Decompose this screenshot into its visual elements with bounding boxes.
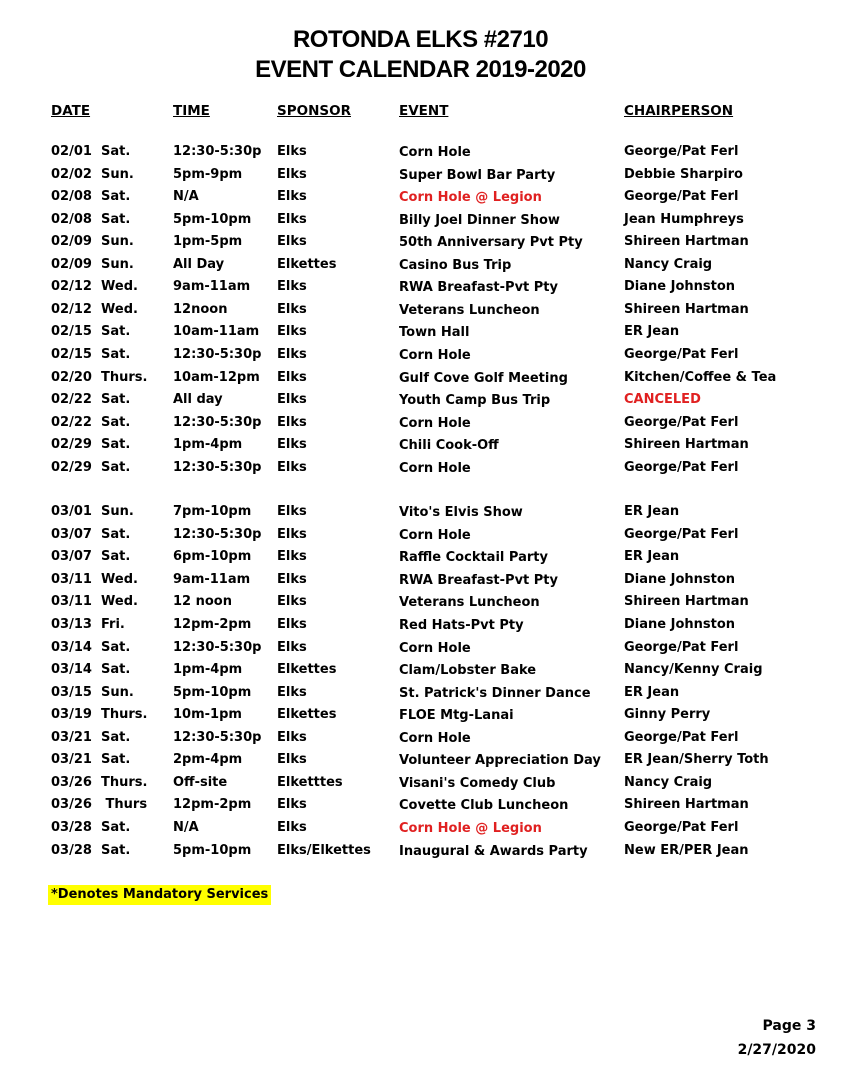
row-sponsor: Elks: [277, 571, 307, 587]
row-event: Casino Bus Trip: [399, 257, 512, 273]
row-sponsor: Elkettes: [277, 662, 337, 678]
row-chairperson: Diane Johnston: [624, 571, 736, 587]
row-chairperson: Diane Johnston: [624, 617, 736, 632]
row-sponsor: Elks: [277, 189, 307, 205]
row-date: 02/02: [51, 166, 92, 182]
row-time: N/A: [173, 189, 199, 205]
header-event: EVENT: [399, 103, 449, 119]
row-event: Corn Hole: [399, 460, 471, 476]
table-row: [0, 752, 841, 774]
row-time: All day: [173, 392, 223, 408]
row-day: Sat.: [101, 819, 131, 835]
row-event: Raffle Cocktail Party: [399, 550, 548, 566]
row-day: Sat.: [101, 211, 131, 227]
row-date: 03/21: [51, 752, 92, 768]
table-row: [0, 797, 841, 819]
row-sponsor: Elks: [277, 392, 307, 408]
row-sponsor: Elks: [277, 459, 307, 475]
row-date: 02/09: [51, 234, 92, 250]
row-chairperson: George/Pat Ferl: [624, 414, 739, 430]
row-date: 02/08: [51, 189, 92, 205]
row-sponsor: Elks: [277, 684, 307, 700]
row-sponsor: Elks: [277, 819, 307, 835]
table-row: [0, 594, 841, 616]
row-sponsor: Elks: [277, 211, 307, 227]
row-sponsor: Elks: [277, 752, 307, 768]
table-row: [0, 347, 841, 369]
row-date: 03/26: [51, 797, 92, 813]
row-chairperson: George/Pat Ferl: [624, 729, 739, 745]
row-chairperson: Nancy Craig: [624, 256, 713, 272]
table-row: [0, 775, 841, 797]
row-day: Sun.: [101, 504, 134, 520]
header-chairperson: CHAIRPERSON: [624, 103, 734, 119]
row-day: Sat.: [101, 414, 131, 430]
row-date: 03/28: [51, 842, 92, 858]
table-row: [0, 707, 841, 729]
row-event: Super Bowl Bar Party: [399, 167, 556, 183]
row-event: Youth Camp Bus Trip: [399, 393, 551, 409]
row-chairperson: ER Jean: [624, 549, 680, 565]
row-date: 03/01: [51, 504, 92, 520]
row-date: 03/15: [51, 684, 92, 700]
row-date: 03/19: [51, 707, 92, 723]
row-day: Wed.: [101, 279, 138, 295]
mandatory-services-note: *Denotes Mandatory Services: [48, 885, 271, 905]
row-chairperson: Shireen Hartman: [624, 437, 749, 453]
row-time: 12:30-5:30p: [173, 459, 262, 475]
row-date: 02/20: [51, 369, 92, 385]
row-time: 10m-1pm: [173, 707, 242, 723]
row-day: Sat.: [101, 729, 131, 745]
row-event: Red Hats-Pvt Pty: [399, 618, 524, 633]
row-time: N/A: [173, 819, 199, 835]
row-time: 9am-11am: [173, 279, 251, 295]
row-time: Off-site: [173, 774, 228, 790]
table-row: [0, 640, 841, 662]
row-sponsor: Elks: [277, 414, 307, 430]
row-sponsor: Elks: [277, 166, 307, 182]
row-time: All Day: [173, 256, 225, 272]
row-chairperson: Nancy Craig: [624, 774, 713, 790]
row-date: 02/22: [51, 414, 92, 430]
table-row: [0, 302, 841, 324]
row-day: Sun.: [101, 256, 134, 272]
row-time: 12:30-5:30p: [173, 414, 262, 430]
row-day: Thurs.: [101, 369, 148, 385]
row-chairperson: CANCELED: [624, 392, 701, 408]
row-sponsor: Elks: [277, 324, 307, 340]
row-date: 02/12: [51, 301, 92, 317]
row-event: Visani's Comedy Club: [399, 775, 556, 791]
row-chairperson: George/Pat Ferl: [624, 346, 739, 362]
row-chairperson: ER Jean: [624, 324, 680, 340]
row-sponsor: Elks: [277, 504, 307, 520]
row-day: Sat.: [101, 392, 131, 408]
table-row: [0, 257, 841, 279]
table-row: [0, 685, 841, 707]
row-time: 12 noon: [173, 594, 232, 610]
table-row: [0, 662, 841, 684]
row-chairperson: Nancy/Kenny Craig: [624, 662, 763, 678]
row-day: Sat.: [101, 842, 131, 858]
row-chairperson: ER Jean/Sherry Toth: [624, 752, 769, 768]
table-row: [0, 167, 841, 189]
row-event: Inaugural & Awards Party: [399, 843, 588, 859]
table-row: [0, 730, 841, 752]
row-day: Wed.: [101, 594, 138, 610]
row-day: Sat.: [101, 639, 131, 655]
row-time: 1pm-4pm: [173, 437, 243, 453]
row-event: 50th Anniversary Pvt Pty: [399, 235, 583, 251]
row-time: 10am-11am: [173, 324, 260, 340]
table-row: [0, 144, 841, 166]
row-date: 03/13: [51, 617, 92, 632]
row-date: 02/22: [51, 392, 92, 408]
row-time: 12noon: [173, 301, 228, 317]
row-day: Sat.: [101, 459, 131, 475]
row-event: Corn Hole: [399, 730, 471, 746]
row-date: 03/07: [51, 549, 92, 565]
page-number: Page 3: [762, 1018, 816, 1034]
row-event: Chili Cook-Off: [399, 438, 499, 454]
row-event: Vito's Elvis Show: [399, 505, 523, 521]
row-time: 7pm-10pm: [173, 504, 252, 520]
row-chairperson: George/Pat Ferl: [624, 639, 739, 655]
row-event: Corn Hole: [399, 527, 471, 543]
table-row: [0, 527, 841, 549]
table-row: [0, 392, 841, 414]
table-row: [0, 504, 841, 526]
row-date: 03/11: [51, 594, 92, 610]
table-row: [0, 437, 841, 459]
row-event: Corn Hole: [399, 145, 471, 160]
row-sponsor: Elketttes: [277, 774, 343, 790]
row-sponsor: Elks: [277, 549, 307, 565]
header-date: DATE: [51, 103, 91, 119]
row-date: 02/08: [51, 211, 92, 227]
row-sponsor: Elks: [277, 617, 307, 632]
row-time: 12:30-5:30p: [173, 346, 262, 362]
row-date: 03/14: [51, 662, 92, 678]
row-date: 02/15: [51, 324, 92, 340]
row-date: 02/12: [51, 279, 92, 295]
row-event: FLOE Mtg-Lanai: [399, 708, 514, 724]
table-row: [0, 324, 841, 346]
row-sponsor: Elks: [277, 369, 307, 385]
row-day: Sat.: [101, 526, 131, 542]
row-date: 02/29: [51, 437, 92, 453]
row-event: RWA Breafast-Pvt Pty: [399, 280, 558, 296]
row-chairperson: ER Jean: [624, 504, 680, 520]
row-time: 12pm-2pm: [173, 617, 252, 632]
row-chairperson: George/Pat Ferl: [624, 459, 739, 475]
table-row: [0, 820, 841, 842]
row-date: 03/21: [51, 729, 92, 745]
row-chairperson: Debbie Sharpiro: [624, 166, 743, 182]
row-sponsor: Elks: [277, 639, 307, 655]
row-chairperson: George/Pat Ferl: [624, 526, 739, 542]
row-chairperson: George/Pat Ferl: [624, 819, 739, 835]
row-day: Thurs.: [101, 774, 148, 790]
row-day: Sat.: [101, 549, 131, 565]
row-time: 12:30-5:30p: [173, 729, 262, 745]
table-row: [0, 617, 841, 639]
table-row: [0, 370, 841, 392]
table-row: [0, 415, 841, 437]
row-event: Corn Hole @ Legion: [399, 820, 542, 836]
row-sponsor: Elkettes: [277, 256, 337, 272]
calendar-title: ROTONDA ELKS #2710: [292, 26, 549, 53]
row-chairperson: George/Pat Ferl: [624, 189, 739, 205]
row-event: Billy Joel Dinner Show: [399, 212, 560, 228]
row-chairperson: Shireen Hartman: [624, 797, 749, 813]
row-event: Corn Hole: [399, 347, 471, 363]
row-chairperson: ER Jean: [624, 684, 680, 700]
row-event: RWA Breafast-Pvt Pty: [399, 572, 558, 588]
table-row: [0, 279, 841, 301]
row-sponsor: Elks: [277, 144, 307, 159]
row-day: Sat.: [101, 346, 131, 362]
row-date: 02/15: [51, 346, 92, 362]
row-day: Sat.: [101, 752, 131, 768]
table-row: [0, 572, 841, 594]
row-sponsor: Elkettes: [277, 707, 337, 723]
row-date: 03/28: [51, 819, 92, 835]
row-day: Fri.: [101, 617, 125, 632]
row-date: 03/26: [51, 774, 92, 790]
row-time: 5pm-9pm: [173, 166, 243, 182]
row-event: Covette Club Luncheon: [399, 798, 569, 814]
row-time: 9am-11am: [173, 571, 251, 587]
row-chairperson: Jean Humphreys: [624, 211, 744, 227]
row-time: 12:30-5:30p: [173, 639, 262, 655]
row-sponsor: Elks: [277, 279, 307, 295]
row-day: Sun.: [101, 234, 134, 250]
row-event: Corn Hole @ Legion: [399, 190, 542, 206]
row-sponsor: Elks: [277, 234, 307, 250]
row-chairperson: Shireen Hartman: [624, 234, 749, 250]
row-event: Town Hall: [399, 325, 470, 341]
row-sponsor: Elks: [277, 526, 307, 542]
row-event: Corn Hole: [399, 640, 471, 656]
row-date: 02/01: [51, 144, 92, 159]
row-time: 12:30-5:30p: [173, 144, 262, 159]
row-day: Sat.: [101, 144, 131, 159]
table-row: [0, 843, 841, 865]
table-row: [0, 189, 841, 211]
row-chairperson: Diane Johnston: [624, 279, 736, 295]
row-event: Veterans Luncheon: [399, 595, 540, 611]
row-event: Veterans Luncheon: [399, 302, 540, 318]
row-event: Gulf Cove Golf Meeting: [399, 370, 568, 386]
row-day: Sat.: [101, 662, 131, 678]
row-sponsor: Elks: [277, 729, 307, 745]
table-row: [0, 212, 841, 234]
row-date: 03/07: [51, 526, 92, 542]
row-day: Sun.: [101, 166, 134, 182]
row-date: 02/09: [51, 256, 92, 272]
row-sponsor: Elks: [277, 346, 307, 362]
row-time: 1pm-5pm: [173, 234, 243, 250]
row-time: 5pm-10pm: [173, 684, 252, 700]
row-day: Sun.: [101, 684, 134, 700]
table-row: [0, 234, 841, 256]
row-time: 1pm-4pm: [173, 662, 243, 678]
table-row: [0, 460, 841, 482]
table-row: [0, 549, 841, 571]
document-date: 2/27/2020: [737, 1042, 816, 1058]
row-time: 2pm-4pm: [173, 752, 243, 768]
row-sponsor: Elks: [277, 301, 307, 317]
header-time: TIME: [173, 103, 210, 119]
row-time: 10am-12pm: [173, 369, 260, 385]
header-sponsor: SPONSOR: [277, 103, 351, 119]
row-date: 03/11: [51, 571, 92, 587]
row-event: Volunteer Appreciation Day: [399, 753, 601, 769]
row-sponsor: Elks: [277, 594, 307, 610]
row-date: 02/29: [51, 459, 92, 475]
row-event: Clam/Lobster Bake: [399, 663, 537, 679]
row-day: Sat.: [101, 189, 131, 205]
row-time: 5pm-10pm: [173, 211, 252, 227]
row-chairperson: Shireen Hartman: [624, 594, 749, 610]
row-time: 6pm-10pm: [173, 549, 252, 565]
row-event: St. Patrick's Dinner Dance: [399, 685, 591, 701]
row-chairperson: George/Pat Ferl: [624, 144, 739, 159]
row-event: Corn Hole: [399, 415, 471, 431]
row-day: Thurs: [101, 797, 148, 813]
row-day: Wed.: [101, 301, 138, 317]
row-sponsor: Elks: [277, 437, 307, 453]
calendar-subtitle: EVENT CALENDAR 2019-2020: [255, 56, 586, 83]
row-day: Sat.: [101, 324, 131, 340]
row-sponsor: Elks/Elkettes: [277, 842, 371, 858]
row-date: 03/14: [51, 639, 92, 655]
row-time: 12pm-2pm: [173, 797, 252, 813]
row-time: 12:30-5:30p: [173, 526, 262, 542]
row-day: Wed.: [101, 571, 138, 587]
row-chairperson: New ER/PER Jean: [624, 842, 749, 858]
row-chairperson: Shireen Hartman: [624, 301, 749, 317]
row-time: 5pm-10pm: [173, 842, 252, 858]
row-day: Thurs.: [101, 707, 148, 723]
row-chairperson: Kitchen/Coffee & Tea: [624, 369, 777, 385]
row-sponsor: Elks: [277, 797, 307, 813]
row-chairperson: Ginny Perry: [624, 707, 711, 723]
row-day: Sat.: [101, 437, 131, 453]
